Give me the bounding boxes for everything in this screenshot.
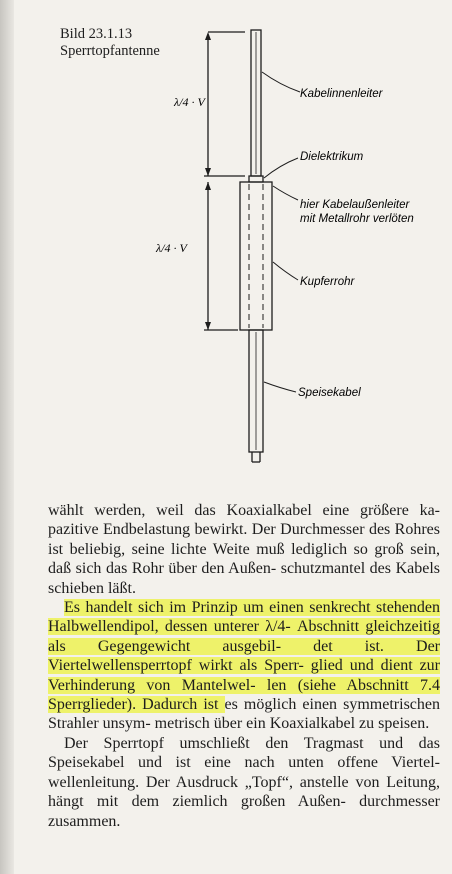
paragraph-1 — [48, 501, 440, 598]
text-line: Abschnitt gleichzeitig als Gegengewicht ausgebil- — [48, 618, 440, 655]
text-line: det ist. Der Viertelwellensperrtopf wirkt als Sperr- — [48, 637, 440, 675]
text-line: es möglich einen symmetrischen Strahler unsym- — [48, 696, 440, 733]
dielectric-step — [249, 176, 263, 182]
paragraph-2 — [48, 598, 440, 734]
text-line: len (siehe Abschnitt 7.4 Sperrglieder). Dadurch ist — [48, 676, 440, 714]
label-dielectric: Dielektrikum — [300, 151, 364, 163]
dimension-label-upper: λ/4 · V — [174, 95, 205, 109]
text-line: wellenleitung. Der Ausdruck „Topf“, anstelle von — [48, 773, 387, 791]
text-line: wählt werden, weil das Koaxialkabel eine größere ka- — [48, 502, 440, 519]
text-line: stehenden Halbwellendipol, dessen unterer λ/4- — [48, 599, 440, 636]
label-feed-cable: Speisekabel — [298, 387, 361, 399]
label-copper-tube: Kupferrohr — [300, 276, 355, 288]
label-solder-line2: mit Metallrohr verlöten — [300, 213, 414, 225]
text-line: pazitive Endbelastung bewirkt. Der Durchmesser des — [48, 521, 395, 539]
text-line: durchmesser zusammen. — [48, 793, 440, 830]
paragraph-3 — [48, 734, 440, 831]
text-line: Es handelt sich im Prinzip um einen senkrecht — [64, 599, 377, 617]
label-solder-line1: hier Kabelaußenleiter — [300, 199, 410, 211]
figure-title: Sperrtopfantenne — [60, 43, 160, 59]
copper-tube — [240, 182, 272, 330]
text-line: glied und dient zur Verhinderung von Mantelwel- — [48, 657, 440, 694]
text-line: Speisekabel und ist eine nach unten offene Viertel- — [48, 754, 440, 772]
text-line: schutzmantel des Kabels schieben läßt. — [48, 560, 440, 597]
text-line: metrisch über ein Koaxialkabel zu speisen. — [154, 715, 430, 733]
text-line: Leitung, hängt mit dem ziemlich großen Außen- — [48, 773, 440, 811]
dimension-label-lower: λ/4 · V — [156, 241, 187, 255]
label-inner-conductor: Kabelinnenleiter — [300, 88, 383, 100]
figure-number: Bild 23.1.13 — [60, 26, 133, 42]
text-line: Rohres ist beliebig, seine lichte Weite muß lediglich — [48, 521, 440, 558]
body-text — [48, 501, 440, 831]
text-line: so groß sein, daß sich das Rohr über den Außen- — [48, 540, 441, 578]
text-line: Der Sperrtopf umschließt den Tragmast und das — [64, 734, 440, 752]
